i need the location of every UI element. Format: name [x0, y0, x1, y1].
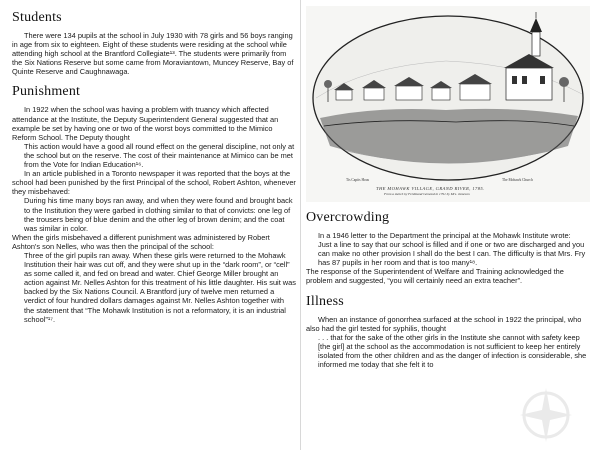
punishment-quote-1: This action would have a good all round effect on the general discipline, not only at the school but on the reserve. The cost of their maintenance at Mimico can be met from the Vote for Indian Education¹⁶. — [24, 141, 295, 170]
overcrowding-paragraph-2: The response of the Superintendent of Welfare and Training acknowledged the problem and suggested, “you will certainly need an extra teacher”. — [306, 267, 564, 286]
students-paragraph: There were 134 pupils at the school in July 1930 with 78 girls and 56 boys ranging in age from six to eighteen. Eight of these students were residing at the school while attending high school at the Brantford Collegiate¹³. The students were primarily from the Six Nations Reserve but some came from Moraviantown, Muncey Reserve, Bay of Quinte Reserve and Caughnawaga. — [12, 31, 294, 77]
overcrowding-paragraph-1: In a 1946 letter to the Department the principal at the Mohawk Institute wrote: — [318, 231, 571, 240]
illness-paragraph: When an instance of gonorrhea surfaced at the school in 1922 the principal, who also had the girl tested for syphilis, thought — [306, 314, 582, 333]
sketch-caption-title: THE MOHAWK VILLAGE, GRAND RIVER, 1785. — [376, 186, 485, 191]
punishment-paragraph-3: When the girls misbehaved a different punishment was administered by Robert Ashton's son Nelles, who was then the principal of the school: — [12, 232, 270, 251]
illness-quote: . . . that for the sake of the other girls in the Institute she cannot with safety keep [the girl] at the school as the accommodation is not sufficient to keep her entirely isolated from the other children and as the danger of infection is considerable, she informed me today that she felt it to — [318, 332, 587, 370]
right-column — [306, 6, 590, 369]
punishment-heading: Punishment — [12, 84, 81, 100]
sketch-caption-right: The Mohawk Church — [502, 178, 533, 182]
left-column — [12, 10, 296, 324]
punishment-paragraph-1: In 1922 when the school was having a problem with truancy which affected attendance at the Institute, the Deputy Superintendent General suggested that an example be set by having one or two of the worst boys committed to the Mimico Reform School. The Deputy thought — [12, 105, 279, 142]
overcrowding-heading: Overcrowding — [306, 210, 390, 225]
punishment-quote-3: Three of the girl pupils ran away. When these girls were returned to the Mohawk Institution their hair was cut off, and they were shut up in the “dark room”, or “cell” as some called it, and fed on bread and water. Chief George Miller brought an action against Mr. Nelles Ashton for this treatment of his little daughter. His suit was backed by the Six Nations Council. A Brantford jury of twelve men returned a verdict of four hundred dollars damages against Mr. Nelles Ashton together with the statement that “The Mohawk Institution is not a reformatory, it is an industrial school”¹⁷. — [24, 250, 296, 324]
sketch-illustration — [306, 6, 590, 202]
mohawk-village-sketch — [306, 6, 590, 202]
students-heading: Students — [12, 10, 62, 25]
punishment-paragraph-2: In an article published in a Toronto newspaper it was reported that the boys at the school had been punished by the first Principal of the school, Robert Ashton, whenever they misbehaved: — [12, 169, 296, 197]
illness-heading: Illness — [306, 293, 344, 309]
page-gutter — [300, 0, 301, 450]
decorative-watermark-icon — [506, 380, 586, 450]
overcrowding-quote: Just a line to say that our school is filled and if one or two are discharged and you can make no other provision I shall do the best I can. The difficulty is that Mrs. Fry has 87 pupils in her room and that is too many¹⁸. — [318, 240, 586, 268]
punishment-quote-2: During his time many boys ran away, and when they were found and brought back to the Institution they were garbed in clothing similar to that of convicts: one leg of the trousers being of blue denim and the other leg of brown denim; and the coat was similar in color. — [24, 196, 293, 233]
sketch-caption-credit: From a sketch by Ferdinand Gemond in 1791 by Mrs. Jameson — [384, 192, 470, 196]
sketch-caption-left: Tis Capits Hous — [346, 178, 370, 182]
